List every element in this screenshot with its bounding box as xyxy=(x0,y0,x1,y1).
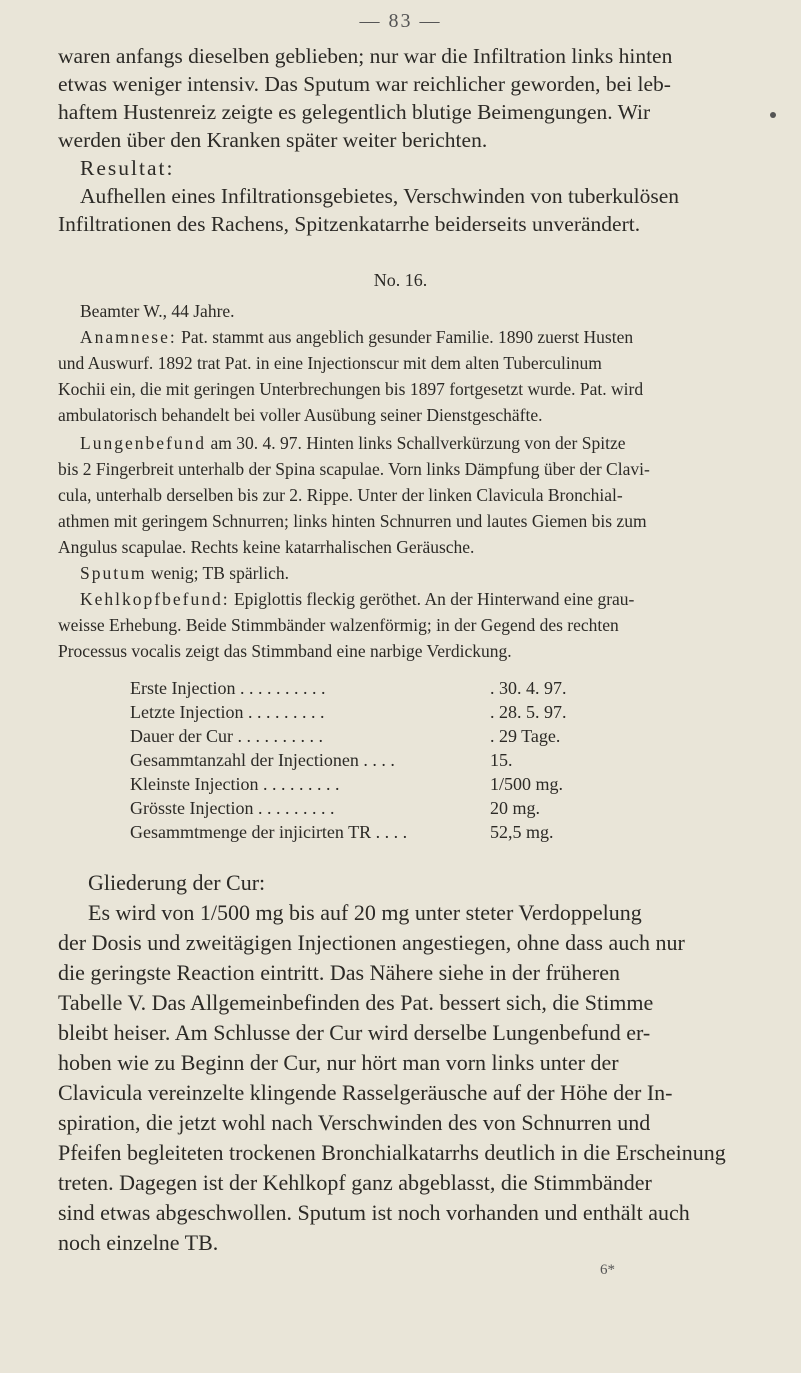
table-value: . 28. 5. 97. xyxy=(490,702,567,722)
gliederung-line: bleibt heiser. Am Schlusse der Cur wird derselbe Lungenbefund er- xyxy=(58,1020,651,1045)
sputum-line xyxy=(80,560,780,586)
lungen-line: cula, unterhalb derselben bis zur 2. Rippe. Unter der linken Clavicula Bronchial- xyxy=(58,485,623,505)
table-label: Kleinste Injection . . . . . . . . . xyxy=(130,774,340,794)
injection-table xyxy=(130,676,650,844)
table-row xyxy=(130,700,650,724)
lungen-text: am 30. 4. 97. Hinten links Schallverkürzung von der Spitze xyxy=(210,433,626,453)
sputum-text: wenig; TB spärlich. xyxy=(150,563,290,583)
table-label: Erste Injection . . . . . . . . . . xyxy=(130,678,326,698)
gliederung-line: Pfeifen begleiteten trockenen Bronchialkatarrhs deutlich in die Erscheinung xyxy=(58,1140,726,1165)
anamnese-line: und Auswurf. 1892 trat Pat. in eine Injectionscur mit dem alten Tuberculinum xyxy=(58,353,602,373)
table-row xyxy=(130,820,650,844)
anamnese-line: Kochii ein, die mit geringen Unterbrechungen bis 1897 fortgesetzt wurde. Pat. wird xyxy=(58,379,644,399)
lungen-line: athmen mit geringem Schnurren; links hinten Schnurren und lautes Giemen bis zum xyxy=(58,511,647,531)
intro-line: etwas weniger intensiv. Das Sputum war reichlicher geworden, bei leb- xyxy=(58,72,671,96)
table-label: Dauer der Cur . . . . . . . . . . xyxy=(130,726,323,746)
anamnese-line xyxy=(80,324,780,350)
table-value: 1/500 mg. xyxy=(490,774,564,794)
kehl-label: Kehlkopfbefund: xyxy=(80,589,230,609)
anamnese-text: Pat. stammt aus angeblich gesunder Familie. 1890 zuerst Husten xyxy=(181,327,634,347)
patient-line: Beamter W., 44 Jahre. xyxy=(80,301,235,321)
intro-line: werden über den Kranken später weiter berichten. xyxy=(58,128,488,152)
gliederung-line: treten. Dagegen ist der Kehlkopf ganz abgeblasst, die Stimmbänder xyxy=(58,1170,652,1195)
gliederung-line: Clavicula vereinzelte klingende Rasselgeräusche auf der Höhe der In- xyxy=(58,1080,673,1105)
table-value: 52,5 mg. xyxy=(490,822,554,842)
table-row xyxy=(130,772,650,796)
table-label: Grösste Injection . . . . . . . . . xyxy=(130,798,335,818)
case-number: No. 16. xyxy=(373,270,428,290)
anamnese-line: ambulatorisch behandelt bei voller Ausübung seiner Dienstgeschäfte. xyxy=(58,405,543,425)
intro-line: waren anfangs dieselben geblieben; nur war die Infiltration links hinten xyxy=(58,44,673,68)
lungen-line: bis 2 Fingerbreit unterhalb der Spina scapulae. Vorn links Dämpfung über der Clavi- xyxy=(58,459,650,479)
table-label: Gesammtmenge der injicirten TR . . . . xyxy=(130,822,408,842)
anamnese-label: Anamnese: xyxy=(80,327,177,347)
kehl-text: Epiglottis fleckig geröthet. An der Hinterwand eine grau- xyxy=(233,589,635,609)
gliederung-heading: Gliederung der Cur: xyxy=(88,870,266,895)
table-row xyxy=(130,748,650,772)
table-value: . 30. 4. 97. xyxy=(490,678,567,698)
gliederung-line: Tabelle V. Das Allgemeinbefinden des Pat. bessert sich, die Stimme xyxy=(58,990,654,1015)
gliederung-line: die geringste Reaction eintritt. Das Nähere siehe in der früheren xyxy=(58,960,620,985)
intro-line: haftem Hustenreiz zeigte es gelegentlich blutige Beimengungen. Wir xyxy=(58,100,651,124)
gliederung-line: hoben wie zu Beginn der Cur, nur hört man vorn links unter der xyxy=(58,1050,619,1075)
gliederung-line: spiration, die jetzt wohl nach Verschwinden des von Schnurren und xyxy=(58,1110,651,1135)
sputum-label: Sputum xyxy=(80,563,147,583)
kehl-line: Processus vocalis zeigt das Stimmband eine narbige Verdickung. xyxy=(58,641,512,661)
page-number: — 83 — xyxy=(359,10,442,32)
table-value: 20 mg. xyxy=(490,798,541,818)
lungen-line: Angulus scapulae. Rechts keine katarrhalischen Geräusche. xyxy=(58,537,475,557)
result-line: Aufhellen eines Infiltrationsgebietes, Verschwinden von tuberkulösen xyxy=(80,184,680,208)
table-row xyxy=(130,724,650,748)
gliederung-line: Es wird von 1/500 mg bis auf 20 mg unter steter Verdoppelung xyxy=(88,900,642,925)
margin-mark xyxy=(770,112,776,118)
table-row xyxy=(130,796,650,820)
lungen-line xyxy=(80,430,780,456)
lungen-label: Lungenbefund xyxy=(80,433,207,453)
kehl-line: weisse Erhebung. Beide Stimmbänder walzenförmig; in der Gegend des rechten xyxy=(58,615,619,635)
table-row xyxy=(130,676,650,700)
table-value: 15. xyxy=(490,750,513,770)
gliederung-line: der Dosis und zweitägigen Injectionen angestiegen, ohne dass auch nur xyxy=(58,930,685,955)
result-line: Infiltrationen des Rachens, Spitzenkatarrhe beiderseits unverändert. xyxy=(58,212,641,236)
kehl-line xyxy=(80,586,780,612)
table-value: . 29 Tage. xyxy=(490,726,561,746)
result-label: Resultat: xyxy=(80,156,175,180)
table-label: Gesammtanzahl der Injectionen . . . . xyxy=(130,750,395,770)
table-label: Letzte Injection . . . . . . . . . xyxy=(130,702,325,722)
signature-mark: 6* xyxy=(600,1262,615,1278)
gliederung-line: noch einzelne TB. xyxy=(58,1230,219,1255)
gliederung-line: sind etwas abgeschwollen. Sputum ist noch vorhanden und enthält auch xyxy=(58,1200,690,1225)
